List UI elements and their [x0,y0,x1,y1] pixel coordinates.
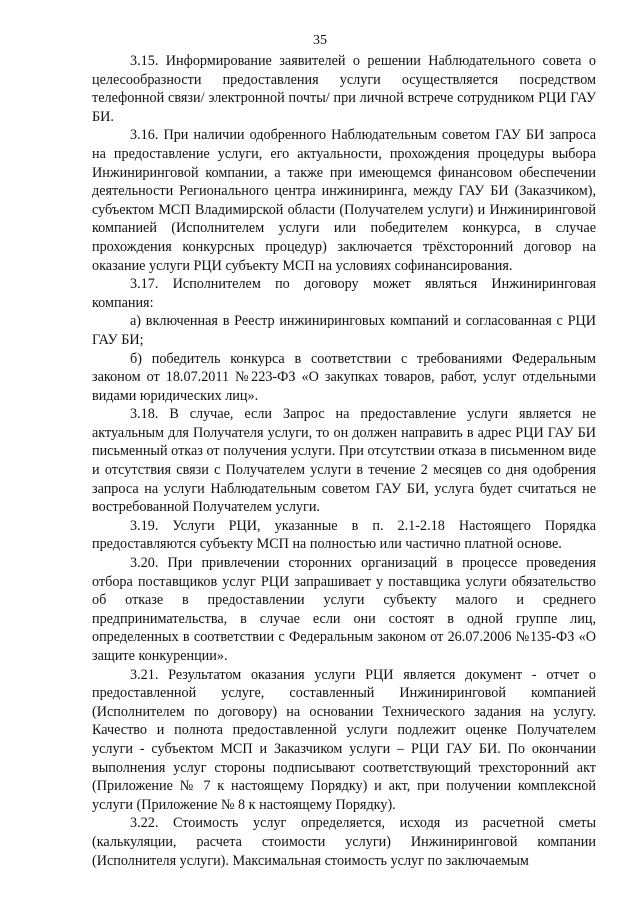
paragraph-3-17: 3.17. Исполнителем по договору может являться Инжиниринговая компания: [92,276,596,311]
paragraph-3-15: 3.15. Информирование заявителей о решении Наблюдательного совета о целесообразности предоставления услуги осуществляется посредством телефонной связи/ электронной почты/ при личной встрече сотрудником РЦИ ГАУ БИ. [92,53,596,125]
paragraph-3-20: 3.20. При привлечении сторонних организаций в процессе проведения отбора поставщиков услуг РЦИ запрашивает у поставщика услуги обязательство об отказе в предоставлении услуги субъекту малого и среднего предпринимательства, в случае если они состоят в одной группе лиц, определенных в соответствии с Федеральным законом от 26.07.2006 №135-ФЗ «О защите конкуренции». [92,555,596,664]
page-number: 35 [313,33,327,48]
paragraph-3-16: 3.16. При наличии одобренного Наблюдательным советом ГАУ БИ запроса на предоставление услуги, его актуальности, прохождения процедуры выбора Инжиниринговой компании, а также при имеющемся финансовом обеспечении деятельности Регионального центра инжиниринга, между ГАУ БИ (Заказчиком), субъектом МСП Владимирской области (Получателем услуги) и Инжиниринговой компанией (Исполнителем услуги или победителем конкурса, в случае прохождения конкурсных процедур) заключается трёхсторонний договор на оказание услуги РЦИ субъекту МСП на условиях софинансирования. [92,127,596,274]
paragraph-3-19: 3.19. Услуги РЦИ, указанные в п. 2.1-2.18 Настоящего Порядка предоставляются субъекту МСП на полностью или частично платной основе. [92,517,596,553]
paragraph-3-17-b: б) победитель конкурса в соответствии с требованиями Федеральным законом от 18.07.2011 №223-ФЗ «О закупках товаров, работ, услуг отдельными видами юридических лиц». [92,350,596,404]
paragraph-3-17-a: а) включенная в Реестр инжиниринговых компаний и согласованная с РЦИ ГАУ БИ; [92,313,596,348]
paragraph-3-21: 3.21. Результатом оказания услуги РЦИ является документ - отчет о предоставленной услуге, составленный Инжиниринговой компанией (Исполнителем по договору) на основании Технического задания на услугу. Качество и полнота предоставленной услуги подлежит оценке Получателем услуги - субъектом МСП и Заказчиком услуги – РЦИ ГАУ БИ. По окончании выполнения услуг стороны подписывают соответствующий трехсторонний акт (Приложение № 7 к настоящему Порядку) и акт, при получении комплексной услуги (Приложение № 8 к настоящему Порядку). [92,666,596,813]
document-body [92,52,596,870]
paragraph-3-22: 3.22. Стоимость услуг определяется, исходя из расчетной сметы (калькуляции, расчета стоимости услуги) Инжиниринговой компании (Исполнителя услуги). Максимальная стоимость услуг по заключаемым [92,815,596,869]
paragraph-3-18: 3.18. В случае, если Запрос на предоставление услуги является не актуальным для Получателя услуги, то он должен направить в адрес РЦИ ГАУ БИ письменный отказ от получения услуги. При отсутствии отказа в письменном виде и отсутствия связи с Получателем услуги в течение 2 месяцев со дня одобрения запроса на услуги Наблюдательным советом ГАУ БИ, услуга будет считаться не востребованной Получателем услуги. [92,406,596,516]
